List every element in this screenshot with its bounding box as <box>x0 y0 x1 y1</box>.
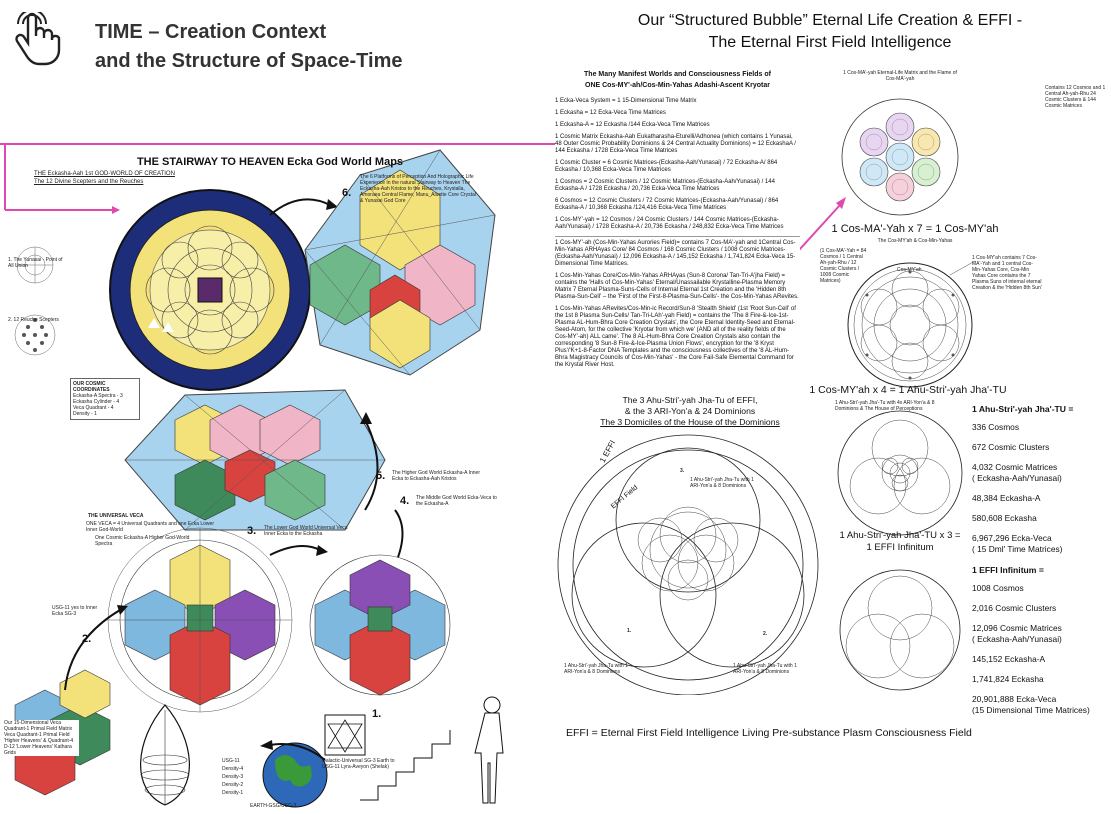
step-6-number: 6. <box>342 187 352 199</box>
cos-myah-ring-label: Cos-MY'ah <box>897 267 922 273</box>
cos-mayah-contains: Contains 12 Cosmos and 1 Central Ah-yah-Rhu 24 Cosmic Clusters & 144 Cosmic Matrices <box>1045 85 1106 109</box>
step-3-number: 3. <box>247 525 257 537</box>
density-item: USG-11 <box>222 758 240 764</box>
effi-title <box>580 395 800 428</box>
yunasai-label: 1. The Yunasai - Point of All Union <box>8 257 63 269</box>
step-5-number: 5. <box>376 470 386 482</box>
coords-item: Eckasha-A Spectra - 3 <box>73 393 123 399</box>
worlds-item: 1 Ecka-Veca System = 1 15-Dimensional Time Matrix <box>555 98 697 104</box>
effi-bottom-left-label: 1 Ahu-Stri'-yah Jha-Tu with 1 ARI-Yon'a & 8 Dominions <box>564 663 628 675</box>
cos-mayah-sub: The Cos-MY'ah & Cos-Min-Yahas <box>877 238 953 244</box>
step-3-label: The Lower God World Universal Veca Inner Ecka to the Eckasha <box>264 525 348 537</box>
cos-mayah-equation: 1 Cos-MA'-Yah x 7 = 1 Cos-MY'ah <box>831 223 999 235</box>
title-line-1: TIME – Creation Context <box>95 21 327 43</box>
ahu-small-note: 1 Ahu-Stri'-yah Jha'-Tu with 4x ARI-Yon'a & 8 Dominions & The House of Perceptions <box>835 400 935 412</box>
coords-item: Eckasha Cylinder - 4 <box>73 399 120 405</box>
step-5-label: The Higher God World Eckasha-A Inner Ecka to Eckasha-Aah Kristos <box>392 470 481 482</box>
earth-label: EARTH-GSG/USG-3 <box>250 803 297 809</box>
effi-footer: EFFI = Eternal First Field Intelligence Living Pre-substance Plasm Consciousness Field <box>566 727 972 739</box>
effi-infinitum-value: 2,016 Cosmic Clusters <box>972 603 1057 613</box>
ahu-equation-2 <box>810 530 990 554</box>
ahu-value: 4,032 Cosmic Matrices <box>972 462 1058 472</box>
effi-field-label: EFFI Field <box>610 484 640 511</box>
page-title-right <box>570 10 1090 54</box>
effi-infinitum-value: 12,096 Cosmic Matrices <box>972 623 1062 633</box>
worlds-item: 1 Cos-MY'-yah = 12 Cosmos / 24 Cosmic Clusters / 144 Cosmic Matrices-(Eckasha-Aah/Yunasai) / 1728 Eckasha-A / 20,736 Eckasha / 248,832 Ecka-Veca Time Matrices <box>555 217 784 230</box>
worlds-item: 6 Cosmos = 12 Cosmic Clusters / 72 Cosmic Matrices-(Eckasha-Aah/Yunasai) / 864 Eckasha-A / 10,368 Eckasha /124,416 Ecka-Veca Time Matrices <box>555 198 779 211</box>
cos-mayah-left-note: (1 Cos-MA'-Yah = 84 Cosmos / 1 Central Ah-yah-Rhu / 12 Cosmic Clusters / 1008 Cosmic Matrices) <box>820 248 867 284</box>
effi-title-1: The 3 Ahu-Stri'-yah Jha-Tu of EFFI, <box>622 395 758 405</box>
title-right-line-1: Our “Structured Bubble” Eternal Life Creation & EFFI - <box>637 12 1023 29</box>
cos-mayah-top-label: 1 Cos-MA'-yah Eternal-Life Matrix and the Flame of Cos-MA'-yah <box>843 70 957 82</box>
usg-inner-label: USG-11 yes to Inner Ecka SG-3 <box>52 605 98 617</box>
effi-panel <box>550 395 830 695</box>
fifteen-dim-label: Our 15-Dimensional Veca Quadrant-1 Primal Field Matrix Veca Quadrant-1 Primal Field 'Higher Heavens' & Quadrant-4 D-12 'Lower Heavens' Kathara Grids <box>4 720 79 756</box>
worlds-item: 1 Cos-Min-Yahas Core/Cos-Min-Yahas ARHAyas (Sun-8 Corona/ Tan-Tri-A'jha Field) = contains the 'Halls of Cos-Min-Yahas' Eternal/Unassailable Krystalline-Plasma Memory Matrix 7 Eternal Plasma-Suns-Cells of Internal Eternal 1st Creation and the 'Hidden 8th Plasma-Sun-Cell' – the 'First of the First-8-Plasma-Sun-Cells'- the Cos-Min-Yahas ARevites. <box>555 273 799 300</box>
scepters-label: 2. 12 Reuche Scepters <box>8 317 59 323</box>
ahu-value: 336 Cosmos <box>972 422 1020 432</box>
worlds-item: 1 Cosmic Cluster = 6 Cosmic Matrices-(Eckasha-Aah/Yunasai) / 72 Eckasha-A/ 864 Eckasha / 10,368 Ecka-Veca Time Matrices <box>555 160 778 173</box>
step-4-label: The Middle God World Ecka-Veca to the Eckasha-A <box>416 495 497 507</box>
stairway-panel <box>0 140 560 810</box>
worlds-heading-2: ONE Cos-MY'-ah/Cos-Min-Yahas Adashi-Ascent Kryotar <box>585 82 770 89</box>
effi-bottom-right-label: 1 Ahu-Stri'-yah Jha-Tu with 1 ARI-Yon'a & 8 Dominions <box>733 663 797 675</box>
coords-title: OUR COSMIC COORDINATES <box>73 381 110 393</box>
density-item: Density-3 <box>222 774 244 780</box>
cosmic-coordinates-box <box>70 378 140 420</box>
stairway-subheading-1: THE Eckasha-Aah 1st GOD-WORLD OF CREATION <box>34 171 175 177</box>
ahu-value-note: ( Eckasha-Aah/Yunasai) <box>972 473 1062 483</box>
coords-item: Density - 1 <box>73 411 97 417</box>
effi-infinitum-value-note: ( Eckasha-Aah/Yunasai) <box>972 634 1062 644</box>
ahu-eq2-line-1: 1 Ahu-Stri'-yah Jha'-TU x 3 = <box>839 530 961 541</box>
effi-infinitum-value: 1008 Cosmos <box>972 583 1024 593</box>
worlds-heading-1: The Many Manifest Worlds and Consciousness Fields of <box>584 71 771 78</box>
effi-infinitum-value: 20,901,888 Ecka-Veca <box>972 694 1057 704</box>
step-1-number: 1. <box>372 708 382 720</box>
ahu-values-heading: 1 Ahu-Stri'-yah Jha'-TU = <box>972 404 1074 414</box>
effi-top-label: 1 Ahu-Stri'-yah Jha-Tu with 1 ARI-Yon'a & 8 Dominions <box>690 477 754 489</box>
galactic-label: Galactic-Universal SG-3 Earth to USG-11 Lyra-Aveyon (Shelak) <box>322 758 395 770</box>
coords-item: Veca Quadrant - 4 <box>73 405 114 411</box>
hand-pointer-icon <box>10 12 62 68</box>
ahu-value: 672 Cosmic Clusters <box>972 442 1050 452</box>
stairway-subheading-2: The 12 Divine Scepters and the Reuches <box>34 179 144 185</box>
step-2-number: 2. <box>82 633 92 645</box>
universal-veca-title: THE UNIVERSAL VECA <box>88 513 144 519</box>
ahu-diagrams <box>830 398 970 698</box>
step-6-label: The 6 Platforms of Perception And Holographic Life Experience In the natural Stairway to Heaven The Eckasha-Aah Kristos to the Reuches, Krystalla, Amoraea Central Flame, Manu_Aluette Core Crystal & Yunasai God Core <box>360 174 476 204</box>
density-item: Density-4 <box>222 766 244 772</box>
step-4-number: 4. <box>400 495 410 507</box>
effi-num-3: 3. <box>680 468 685 474</box>
cos-mayah-panel <box>800 65 1111 395</box>
one-cosmic-label: One Cosmic Eckasha-A Higher God-World Spectra <box>95 535 190 547</box>
worlds-item: 1 Cos-Min-Yahas ARevites/Cos-Min-ic Record/Sun-8 'Stealth Shield' (1st 'Root Sun-Cell' of the 1st 8 Plasma Sun-Cells/ Tan-Tri-LAh'-yah Field) = contains the 'The 8 Fire-&-Ice-1st-Plasma AL-Hum-Bhra Core Creation Crystals', the Core Eternal Identity-Seed and Eternal-Seed-Atom, for the collective 'Kryotar from which we' (AND all of the reality fields of the Cos-MY'-ah) ALL came'. The 8 AL-Hum-Bhra Core Creation Crystals also contain the corresponding '8 Sun-8 Fire-&-Ice-Plasma Union Flows', encryption for the '8 Kryst Plus'/'K+1-8-Factor DNA Templates and the consciousness collectives of the '8 AL-Hum-Bhra Magistracy Councils of Cos-Min-Yahas' - the Core Fail-Safe Elemental Command for the Krystal River Host. <box>555 306 796 368</box>
title-right-line-2: The Eternal First Field Intelligence <box>708 34 952 51</box>
ahu-value-note: ( 15 Dml' Time Matrices) <box>972 544 1063 554</box>
worlds-item: 1 Cosmos = 2 Cosmic Clusters / 12 Cosmic Matrices-(Eckasha-Aah/Yunasai) / 144 Eckasha-A / 1728 Eckasha / 20,736 Ecka-Veca Time Matrices <box>555 179 775 192</box>
stairway-heading: THE STAIRWAY TO HEAVEN Ecka God World Maps <box>136 156 404 168</box>
effi-title-2: & the 3 ARI-Yon'a & 24 Dominions <box>624 406 756 416</box>
one-veca-label: ONE VECA = 4 Universal Quadrants and one Ecka Lower Inner God-World <box>86 521 214 533</box>
manifest-worlds-panel <box>555 70 800 374</box>
ahu-value: 6,967,296 Ecka-Veca <box>972 533 1052 543</box>
density-item: Density-2 <box>222 782 244 788</box>
worlds-item: 1 Eckasha = 12 Ecka-Veca Time Matrices <box>555 110 666 116</box>
effi-infinitum-value: 1,741,824 Eckasha <box>972 674 1044 684</box>
cos-mayah-right-note: 1 Cos-MY'ah contains 7 Cos-MA'-Yah and 1 central Cos-Min-Yahas Core, Cos-Min Yahas Core contains the 7 Plasma Suns of internal eternal Creation & the 'Hidden 8th Sun' <box>972 255 1042 291</box>
effi-num-1: 1. <box>627 628 632 634</box>
effi-title-3: The 3 Domiciles of the House of the Dominions <box>600 417 780 427</box>
effi-ring-label: 1 EFFI <box>598 438 618 465</box>
density-item: Density-1 <box>222 790 244 796</box>
worlds-item: 1 Eckasha-A = 12 Eckasha /144 Ecka-Veca Time Matrices <box>555 122 710 128</box>
ahu-eq2-line-2: 1 EFFI Infinitum <box>866 542 934 553</box>
worlds-item: 1 Cosmic Matrix Eckasha-Aah Eukatharasha-Eturelli/Adhonea (which contains 1 Yunasai, 48 Outer Cosmic Probability Dominions & 24 Central Actuality Dominions) = 12 EckashaA / 144 Eckasha / 1728 Ecka-Veca Time Matrices <box>555 134 796 154</box>
effi-infinitum-value: 145,152 Eckasha-A <box>972 654 1046 664</box>
effi-num-2: 2. <box>763 631 768 637</box>
ahu-value: 48,384 Eckasha-A <box>972 493 1041 503</box>
ahu-equation-1: 1 Cos-MY'ah x 4 = 1 Ahu-Stri'-yah Jha'-TU <box>809 384 1007 396</box>
ahu-values <box>972 404 1111 716</box>
worlds-item: 1 Cos-MY'-ah (Cos-Min-Yahas Aurories Field)= contains 7 Cos-MA'-yah and 1Central Cos-Min-Yahas ARHAyas Core/ 84 Cosmos / 168 Cosmic Clusters / 1008 Cosmic Matrices-(Eckasha-Aah/Yunasai) / 12,096 Eckasha-A / 145,152 Eckasha / 1,741,824 Ecka-Veca 15-Dimensional Time Matrices. <box>555 236 800 268</box>
density-list <box>222 758 243 796</box>
effi-infinitum-heading: 1 EFFI Infinitum = <box>972 565 1044 575</box>
effi-infinitum-value-note: (15 Dimensional Time Matrices) <box>972 705 1090 715</box>
ahu-value: 580,608 Eckasha <box>972 513 1037 523</box>
page-title-left <box>95 18 402 76</box>
title-line-2: and the Structure of Space-Time <box>95 50 403 72</box>
